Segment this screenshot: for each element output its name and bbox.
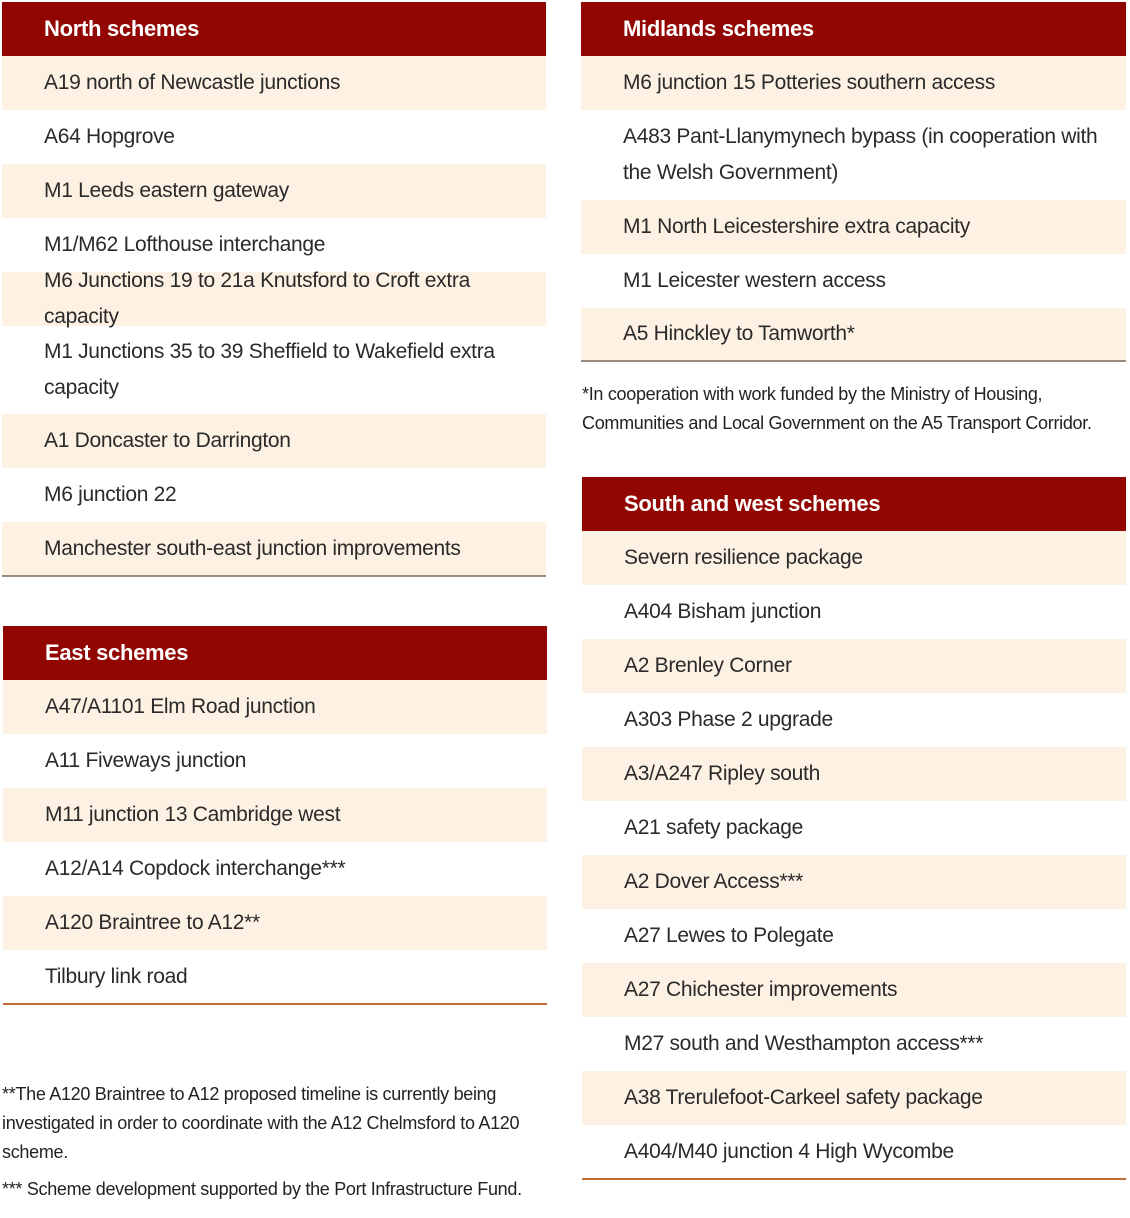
east-schemes-header: East schemes: [3, 626, 547, 680]
triple-star-footnote: *** Scheme development supported by the Port Infrastructure Fund.: [2, 1179, 522, 1199]
table-row: M6 junction 15 Potteries southern access: [581, 56, 1126, 110]
table-row: A21 safety package: [624, 816, 804, 839]
east-schemes-table: [3, 626, 547, 1005]
table-row: A2 Brenley Corner: [582, 639, 1126, 693]
table-row: Manchester south-east junction improvements: [2, 522, 546, 577]
table-row: M1/M62 Lofthouse interchange: [44, 233, 326, 256]
table-row: A11 Fiveways junction: [45, 749, 247, 772]
table-row: M27 south and Westhampton access***: [624, 1032, 984, 1055]
table-row: A27 Lewes to Polegate: [624, 924, 834, 947]
table-row: Severn resilience package: [582, 531, 1126, 585]
table-row: A12/A14 Copdock interchange***: [45, 857, 346, 880]
north-schemes-header: North schemes: [2, 2, 546, 56]
midlands-footnote: *In cooperation with work funded by the Ministry of Housing, Communities and Local Government on the A5 Transport Corridor.: [582, 384, 1092, 433]
table-row: A404/M40 junction 4 High Wycombe: [582, 1125, 1126, 1180]
table-row: A27 Chichester improvements: [582, 963, 1126, 1017]
midlands-schemes-header: Midlands schemes: [581, 2, 1126, 56]
table-row: A3/A247 Ripley south: [582, 747, 1126, 801]
table-row: M1 Leicester western access: [623, 269, 886, 292]
table-row: A404 Bisham junction: [624, 600, 822, 623]
table-row: A483 Pant-Llanymynech bypass (in cooperation with the Welsh Government): [623, 125, 1098, 184]
table-row: M6 Junctions 19 to 21a Knutsford to Croft extra capacity: [2, 272, 546, 326]
table-row: M1 Junctions 35 to 39 Sheffield to Wakefield extra capacity: [44, 340, 495, 399]
table-row: Tilbury link road: [3, 950, 547, 1005]
table-row: A19 north of Newcastle junctions: [2, 56, 546, 110]
north-schemes-table: [2, 2, 546, 577]
table-row: A38 Trerulefoot-Carkeel safety package: [582, 1071, 1126, 1125]
double-star-footnote: **The A120 Braintree to A12 proposed timeline is currently being investigated in order to coordinate with the A12 Chelmsford to A120 scheme.: [2, 1084, 520, 1162]
table-row: A303 Phase 2 upgrade: [624, 708, 833, 731]
midlands-schemes-table: [581, 2, 1126, 362]
south-west-schemes-header: South and west schemes: [582, 477, 1126, 531]
table-row: A47/A1101 Elm Road junction: [3, 680, 547, 734]
table-row: A2 Dover Access***: [582, 855, 1126, 909]
table-row: M1 North Leicestershire extra capacity: [581, 200, 1126, 254]
table-row: A120 Braintree to A12**: [3, 896, 547, 950]
table-row: M1 Leeds eastern gateway: [2, 164, 546, 218]
table-row: M6 junction 22: [44, 483, 177, 506]
south-west-schemes-table: [582, 477, 1126, 1180]
table-row: A64 Hopgrove: [44, 125, 175, 148]
table-row: A1 Doncaster to Darrington: [2, 414, 546, 468]
table-row: M11 junction 13 Cambridge west: [3, 788, 547, 842]
table-row: A5 Hinckley to Tamworth*: [581, 308, 1126, 362]
